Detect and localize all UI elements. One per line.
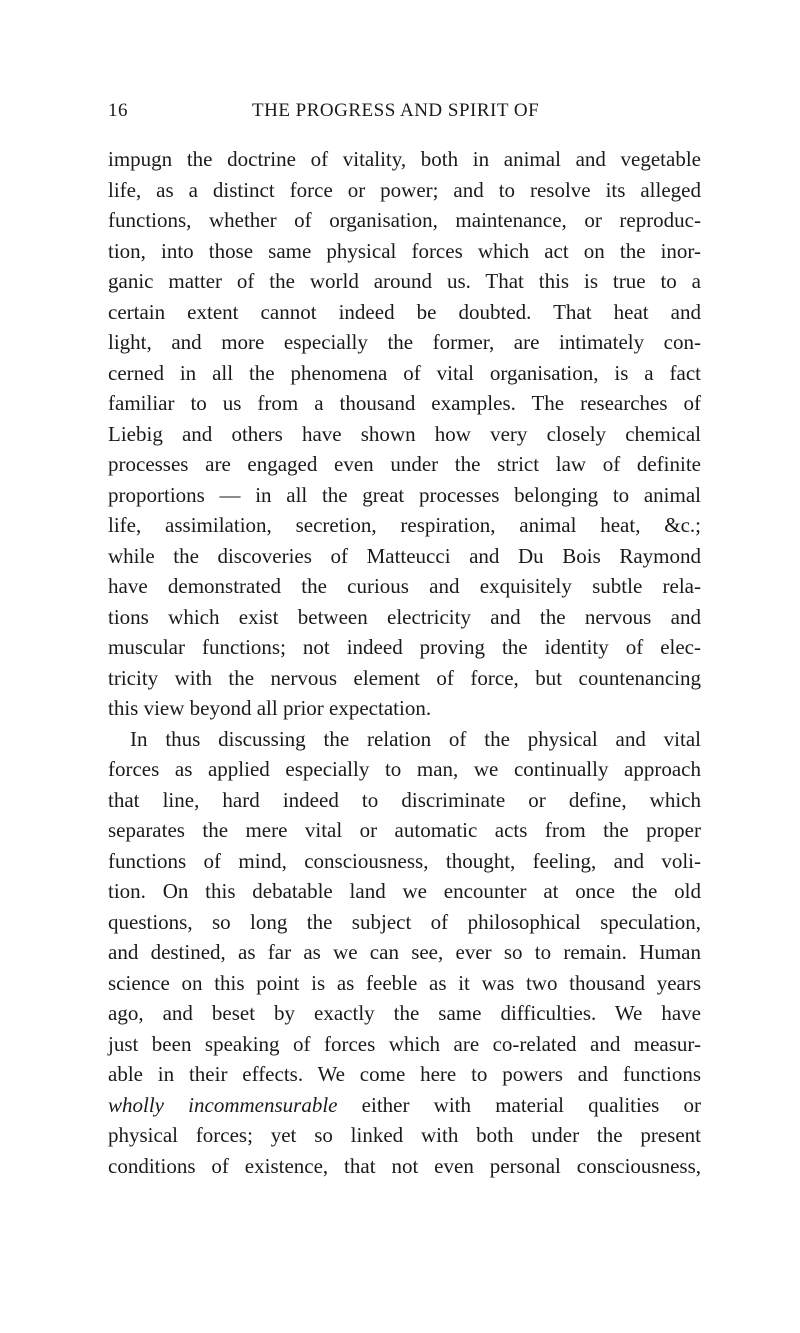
- running-title: THE PROGRESS AND SPIRIT OF: [252, 100, 540, 121]
- italic-phrase: wholly incommensurable: [108, 1092, 338, 1117]
- text-line: ago, and beset by exactly the same difficulties. We have: [108, 1001, 701, 1025]
- book-page: [108, 100, 701, 1181]
- page-number: 16: [108, 100, 128, 121]
- text-line: questions, so long the subject of philosophical speculation,: [108, 909, 701, 934]
- text-line: tricity with the nervous element of force, but countenancing: [108, 665, 701, 690]
- text-line: separates the mere vital or automatic acts from the proper: [108, 818, 701, 842]
- text-line: tion, into those same physical forces which act on the inor-: [108, 238, 701, 263]
- text-line-with-italic: [108, 1090, 701, 1121]
- paragraph-1: [108, 144, 701, 724]
- text-line: tion. On this debatable land we encounter at once the old: [108, 879, 701, 903]
- text-line: able in their effects. We come here to powers and functions: [108, 1062, 701, 1086]
- text-line: Liebig and others have shown how very closely chemical: [108, 421, 701, 446]
- text-line: proportions — in all the great processes belonging to animal: [108, 482, 701, 507]
- text-line: muscular functions; not indeed proving the identity of elec-: [108, 635, 701, 659]
- text-line: conditions of existence, that not even personal consciousness,: [108, 1153, 701, 1178]
- text-line: In thus discussing the relation of the physical and vital: [130, 726, 701, 751]
- text-line: while the discoveries of Matteucci and Du Bois Raymond: [108, 543, 701, 568]
- text-line: this view beyond all prior expectation.: [108, 696, 432, 720]
- text-line: cerned in all the phenomena of vital organisation, is a fact: [108, 360, 701, 385]
- text-line: processes are engaged even under the strict law of definite: [108, 452, 701, 476]
- paragraph-2: [108, 724, 701, 1182]
- text-line: that line, hard indeed to discriminate or define, which: [108, 787, 701, 812]
- text-line: forces as applied especially to man, we continually approach: [108, 757, 701, 781]
- text-line: ganic matter of the world around us. That this is true to a: [108, 269, 701, 293]
- text-line: physical forces; yet so linked with both under the present: [108, 1123, 701, 1147]
- text-line: have demonstrated the curious and exquisitely subtle rela-: [108, 574, 701, 598]
- text-line: just been speaking of forces which are co-related and measur-: [108, 1031, 701, 1056]
- text-line: certain extent cannot indeed be doubted. That heat and: [108, 299, 701, 324]
- text-line: impugn the doctrine of vitality, both in animal and vegetable: [108, 147, 701, 171]
- text-line: light, and more especially the former, are intimately con-: [108, 330, 701, 354]
- text-line: life, as a distinct force or power; and to resolve its alleged: [108, 177, 701, 202]
- text-line: science on this point is as feeble as it was two thousand years: [108, 970, 701, 995]
- text-line: functions, whether of organisation, maintenance, or reproduc-: [108, 208, 701, 232]
- body-text: [108, 144, 701, 1181]
- text-fragment: either with material qualities or: [337, 1092, 702, 1117]
- running-head: [108, 100, 701, 130]
- text-line: familiar to us from a thousand examples. The researches of: [108, 391, 701, 415]
- text-line: and destined, as far as we can see, ever so to remain. Human: [108, 940, 701, 964]
- text-line: life, assimilation, secretion, respiration, animal heat, &c.;: [108, 513, 701, 537]
- text-line: functions of mind, consciousness, thought, feeling, and voli-: [108, 848, 701, 873]
- text-line: tions which exist between electricity and the nervous and: [108, 604, 701, 629]
